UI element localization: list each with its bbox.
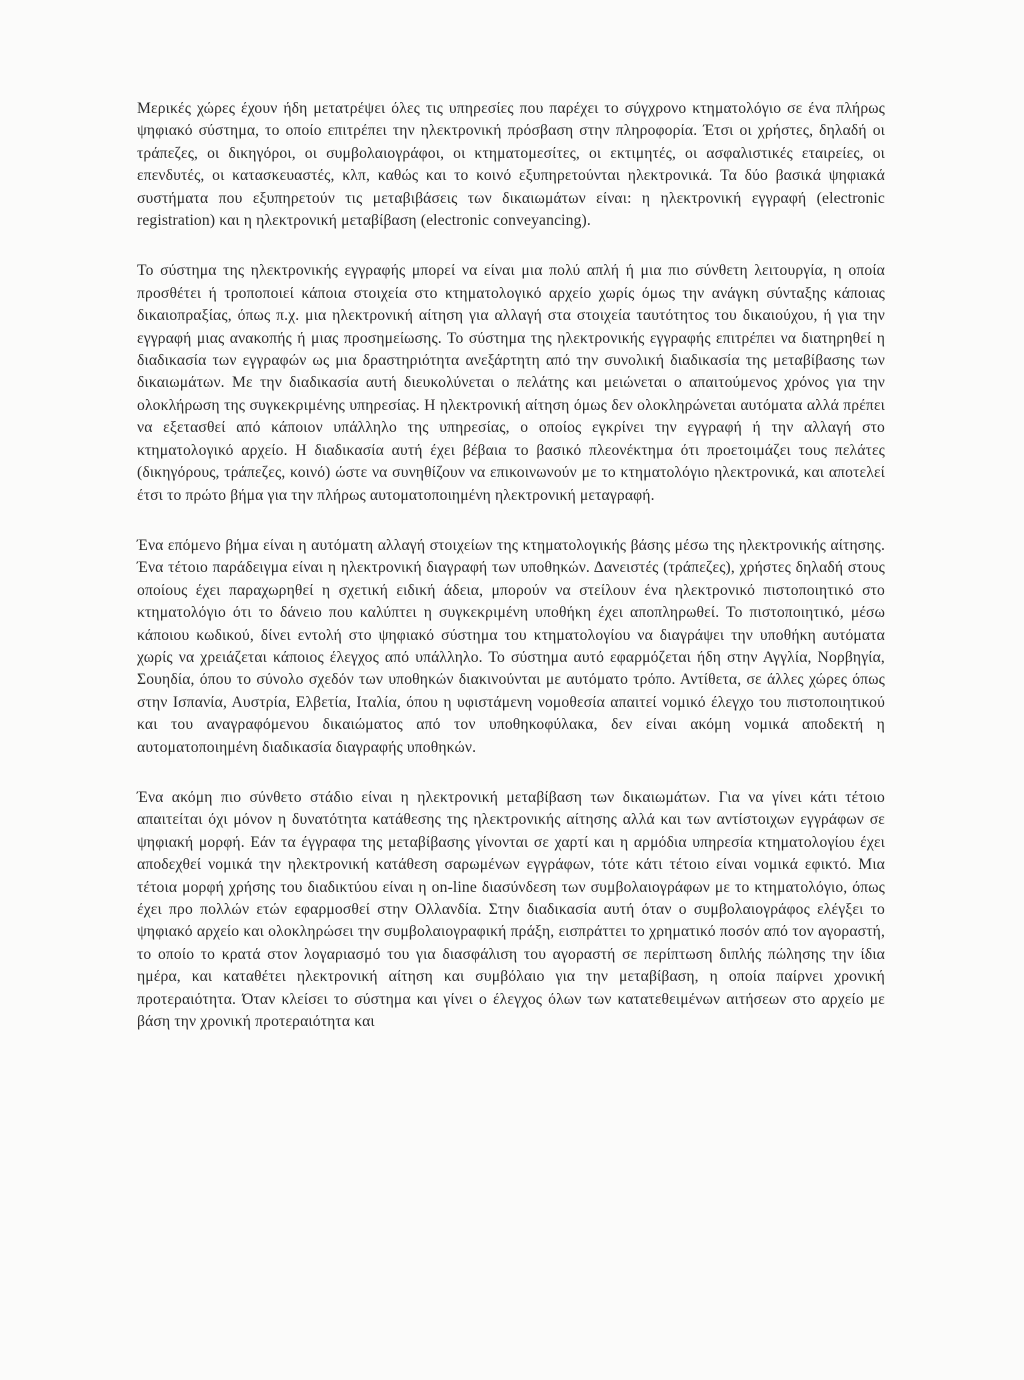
document-body [137, 98, 885, 1061]
paragraph-1: Μερικές χώρες έχουν ήδη μετατρέψει όλες τις υπηρεσίες που παρέχει το σύγχρονο κτηματολόγιο σε ένα πλήρως ψηφιακό σύστημα, το οποίο επιτρέπει την ηλεκτρονική πρόσβαση στην πληροφορία. Έτσι οι χρήστες, δηλαδή οι τράπεζες, οι δικηγόροι, οι συμβολαιογράφοι, οι κτηματομεσίτες, οι εκτιμητές, οι ασφαλιστικές εταιρείες, οι επενδυτές, οι κατασκευαστές, κλπ, καθώς και το κοινό εξυπηρετούνται ηλεκτρονικά. Τα δύο βασικά ψηφιακά συστήματα που εξυπηρετούν τις μεταβιβάσεις των δικαιωμάτων είναι: η ηλεκτρονική εγγραφή (electronic registration) και η ηλεκτρονική μεταβίβαση (electronic conveyancing). [137, 100, 885, 230]
paragraph-2: Το σύστημα της ηλεκτρονικής εγγραφής μπορεί να είναι μια πολύ απλή ή μια πιο σύνθετη λειτουργία, η οποία προσθέτει ή τροποποιεί κάποια στοιχεία στο κτηματολογικό αρχείο χωρίς όμως την ανάγκη σύνταξης κάποιας δικαιοπραξίας, όπως π.χ. μια ηλεκτρονική αίτηση για αλλαγή στα στοιχεία ταυτότητος του δικαιούχου, ή για την εγγραφή μιας ανακοπής ή μιας προσημείωσης. Το σύστημα της ηλεκτρονικής εγγραφής επιτρέπει να διατηρηθεί η διαδικασία των εγγραφών ως μια δραστηριότητα ανεξάρτητη από την συνολική διαδικασία της μεταβίβασης των δικαιωμάτων. Με την διαδικασία αυτή διευκολύνεται ο πελάτης και μειώνεται ο απαιτούμενος χρόνος για την ολοκλήρωση της συγκεκριμένης υπηρεσίας. Η ηλεκτρονική αίτηση όμως δεν ολοκληρώνεται αυτόματα αλλά πρέπει να εξετασθεί από κάποιον υπάλληλο της υπηρεσίας, ο οποίος εγκρίνει την εγγραφή ή την αλλαγή στο κτηματολογικό αρχείο. Η διαδικασία αυτή έχει βέβαια το βασικό πλεονέκτημα ότι προετοιμάζει τους πελάτες (δικηγόρους, τράπεζες, κοινό) ώστε να συνηθίζουν να επικοινωνούν με το κτηματολόγιο ηλεκτρονικά, και αποτελεί έτσι το πρώτο βήμα για την πλήρως αυτοματοποιημένη ηλεκτρονική μεταγραφή. [137, 262, 885, 504]
paragraph-4: Ένα ακόμη πιο σύνθετο στάδιο είναι η ηλεκτρονική μεταβίβαση των δικαιωμάτων. Για να γίνει κάτι τέτοιο απαιτείται όχι μόνον η δυνατότητα κατάθεσης της ηλεκτρονικής αίτησης αλλά και των αντίστοιχων εγγράφων σε ψηφιακή μορφή. Εάν τα έγγραφα της μεταβίβασης γίνονται σε χαρτί και η αρμόδια υπηρεσία κτηματολογίου έχει αποδεχθεί νομικά την ηλεκτρονική κατάθεση σαρωμένων εγγράφων, τότε κάτι τέτοιο είναι νομικά εφικτό. Μια τέτοια μορφή χρήσης του διαδικτύου είναι η on-line διασύνδεση των συμβολαιογράφων με το κτηματολόγιο, όπως έχει προ πολλών ετών εφαρμοσθεί στην Ολλανδία. Στην διαδικασία αυτή όταν ο συμβολαιογράφος ελέγξει το ψηφιακό αρχείο και ολοκληρώσει την συμβολαιογραφική πράξη, εισπράττει το χρηματικό ποσόν από τον αγοραστή, το οποίο το κρατά στον λογαριασμό του για διασφάλιση του αγοραστή σε περίπτωση διπλής πώλησης την ίδια ημέρα, και καταθέτει ηλεκτρονική αίτηση και συμβόλαιο για την μεταβίβαση, η οποία παίρνει χρονική προτεραιότητα. Όταν κλείσει το σύστημα και γίνει ο έλεγχος όλων των κατατεθειμένων αιτήσεων στο αρχείο με βάση την χρονική προτεραιότητα και [137, 788, 885, 1031]
paragraph-3: Ένα επόμενο βήμα είναι η αυτόματη αλλαγή στοιχείων της κτηματολογικής βάσης μέσω της ηλεκτρονικής αίτησης. Ένα τέτοιο παράδειγμα είναι η ηλεκτρονική διαγραφή των υποθηκών. Δανειστές (τράπεζες), χρήστες δηλαδή στους οποίους έχει παραχωρηθεί η σχετική ειδική άδεια, μπορούν να στείλουν ένα ηλεκτρονικό πιστοποιητικό στο κτηματολόγιο ότι το δάνειο που καλύπτει η συγκεκριμένη υποθήκη έχει αποπληρωθεί. Το πιστοποιητικό, μέσω κάποιου κωδικού, δίνει εντολή στο ψηφιακό σύστημα του κτηματολογίου να διαγράψει την υποθήκη αυτόματα χωρίς να χρειάζεται κάποιος έλεγχος από υπάλληλο. Το σύστημα αυτό εφαρμόζεται ήδη στην Αγγλία, Νορβηγία, Σουηδία, όπου το σύνολο σχεδόν των υποθηκών διακινούνται με αυτόματο τρόπο. Αντίθετα, σε άλλες χώρες όπως στην Ισπανία, Αυστρία, Ελβετία, Ιταλία, όπου η υφιστάμενη νομοθεσία απαιτεί νομικό έλεγχο του πιστοποιητικού και του αναγραφόμενου δικαιώματος από τον υποθηκοφύλακα, δεν είναι ακόμη νομικά αποδεκτή η αυτοματοποιημένη διαδικασία διαγραφής υποθηκών. [137, 536, 885, 756]
